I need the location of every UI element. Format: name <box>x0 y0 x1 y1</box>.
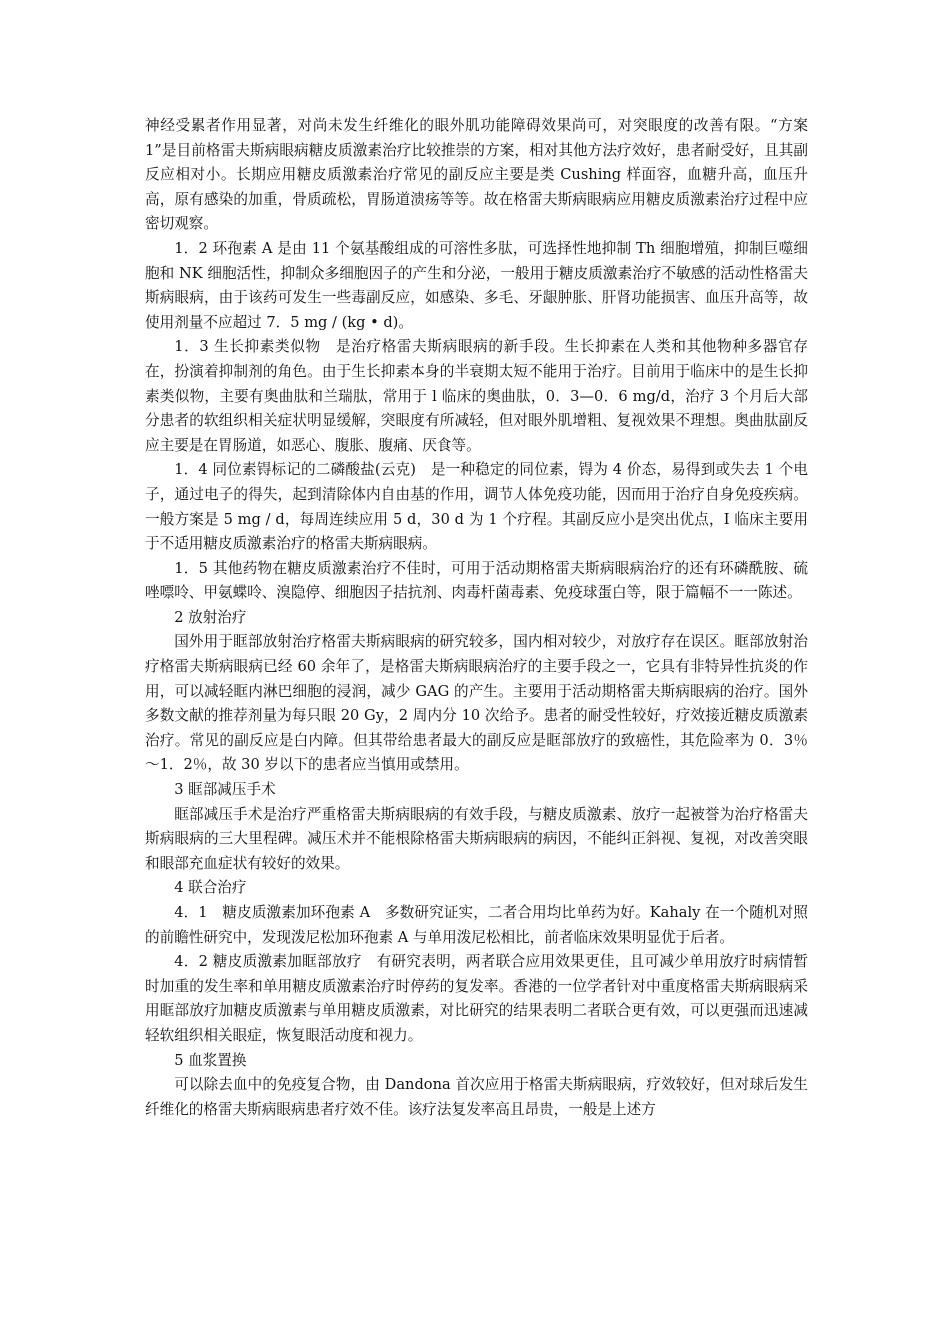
paragraph-somatostatin: 1．3 生长抑素类似物 是治疗格雷夫斯病眼病的新手段。生长抑素在人类和其他物种多器官存在，扮演着抑制剂的角色。由于生长抑素本身的半衰期太短不能用于治疗。目前用于临床中的是生长抑素类似物，主要有奥曲肽和兰瑞肽，常用于 l 临床的奥曲肽，0．3—0．6 mg/d，治疗 3 个月后大部分患者的软组织相关症状明显缓解，突眼度有所减轻，但对眼外肌增粗、复视效果不理想。奥曲肽副反应主要是在胃肠道，如恶心、腹胀、腹痛、厌食等。 <box>145 338 808 454</box>
document-page <box>145 114 808 1122</box>
section-heading-decompression: 3 眶部减压手术 <box>174 781 276 799</box>
paragraph-combined-radiotherapy: 4．2 糖皮质激素加眶部放疗 有研究表明，两者联合应用效果更佳，且可减少单用放疗时病情暂时加重的发生率和单用糖皮质激素治疗时停药的复发率。香港的一位学者针对中重度格雷夫斯病眼病采用眶部放疗加糖皮质激素与单用糖皮质激素，对比研究的结果表明二者联合更有效，可以更强而迅速减轻软组织相关眼症，恢复眼活动度和视力。 <box>145 953 808 1044</box>
paragraph-plasma-exchange: 可以除去血中的免疫复合物，由 Dandona 首次应用于格雷夫斯病眼病，疗效较好，但对球后发生纤维化的格雷夫斯病眼病患者疗效不佳。该疗法复发率高且昂贵，一般是上述方 <box>145 1076 808 1118</box>
section-heading-radiotherapy: 2 放射治疗 <box>174 608 247 626</box>
paragraph-cyclosporine: 1．2 环孢素 A 是由 11 个氨基酸组成的可溶性多肽，可选择性地抑制 Th 细胞增殖，抑制巨噬细胞和 NK 细胞活性，抑制众多细胞因子的产生和分泌，一般用于糖皮质激素治疗不敏感的活动性格雷夫斯病眼病，由于该药可发生一些毒副反应，如感染、多毛、牙龈肿胀、肝肾功能损害、血压升高等，故使用剂量不应超过 7．5 mg / (kg • d)。 <box>145 239 808 331</box>
paragraph-technetium: 1．4 同位素锝标记的二磷酸盐(云克) 是一种稳定的同位素，锝为 4 价态，易得到或失去 1 个电子，通过电子的得失，起到清除体内自由基的作用，调节人体免疫功能，因而用于治疗自身免疫疾病。一般方案是 5 mg / d，每周连续应用 5 d，30 d 为 1 个疗程。其副反应小是突出优点，I 临床主要用于不适用糖皮质激素治疗的格雷夫斯病眼病。 <box>145 461 808 553</box>
paragraph-combined-cyclosporine: 4．1 糖皮质激素加环孢素 A 多数研究证实，二者合用均比单药为好。Kahaly 在一个随机对照的前瞻性研究中，发现泼尼松加环孢素 A 与单用泼尼松相比，前者临床效果明显优于后者。 <box>145 904 808 946</box>
paragraph-other-drugs: 1．5 其他药物在糖皮质激素治疗不佳时，可用于活动期格雷夫斯病眼病治疗的还有环磷酰胺、硫唑嘌呤、甲氨蝶呤、溴隐停、细胞因子拮抗剂、肉毒杆菌毒素、免疫球蛋白等，限于篇幅不一一陈述。 <box>145 559 808 602</box>
paragraph-glucocorticoid-summary: 神经受累者作用显著，对尚未发生纤维化的眼外肌功能障碍效果尚可，对突眼度的改善有限。“方案 1”是目前格雷夫斯病眼病糖皮质激素治疗比较推崇的方案，相对其他方法疗效好，患者耐受好，且其副反应相对小。长期应用糖皮质激素治疗常见的副反应主要是类 Cushing 样面容，血糖升高，血压升高，原有感染的加重，骨质疏松，胃肠道溃疡等等。故在格雷夫斯病眼病应用糖皮质激素治疗过程中应密切观察。 <box>145 117 808 233</box>
section-heading-plasma-exchange: 5 血浆置换 <box>174 1051 247 1069</box>
paragraph-decompression: 眶部减压手术是治疗严重格雷夫斯病眼病的有效手段，与糖皮质激素、放疗一起被誉为治疗格雷夫斯病眼病的三大里程碑。减压术并不能根除格雷夫斯病眼病的病因，不能纠正斜视、复视，对改善突眼和眼部充血症状有较好的效果。 <box>145 805 808 872</box>
paragraph-radiotherapy: 国外用于眶部放射治疗格雷夫斯病眼病的研究较多，国内相对较少，对放疗存在误区。眶部放射治疗格雷夫斯病眼病已经 60 余年了，是格雷夫斯病眼病治疗的主要手段之一，它具有非特异性抗炎的作用，可以减轻眶内淋巴细胞的浸润，减少 GAG 的产生。主要用于活动期格雷夫斯病眼病的治疗。国外多数文献的推荐剂量为每只眼 20 Gy，2 周内分 10 次给予。患者的耐受性较好，疗效接近糖皮质激素治疗。常见的副反应是白内障。但其带给患者最大的副反应是眶部放疗的致癌性，其危险率为 0．3％～1．2％，故 30 岁以下的患者应当慎用或禁用。 <box>145 633 808 774</box>
section-heading-combined-therapy: 4 联合治疗 <box>174 879 247 897</box>
